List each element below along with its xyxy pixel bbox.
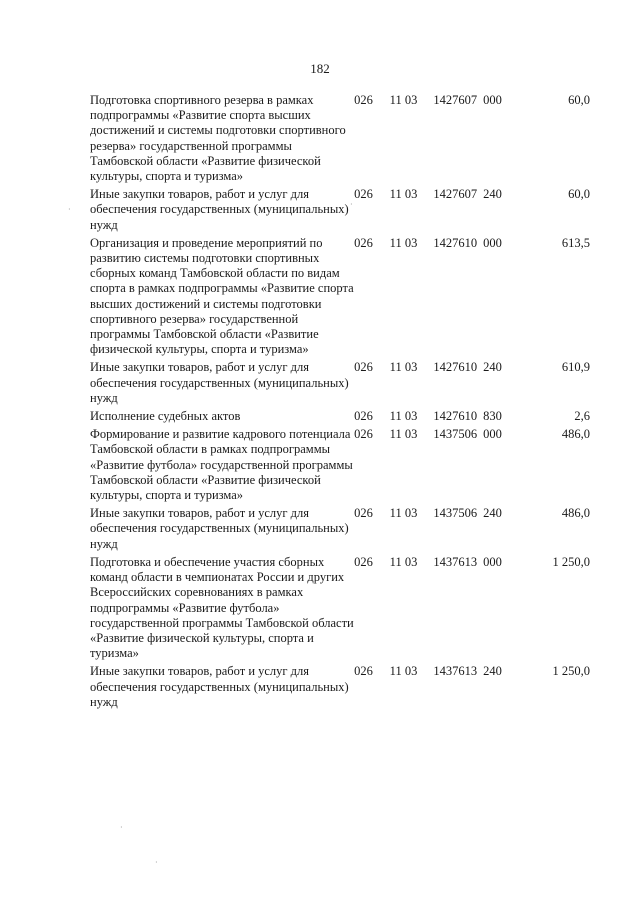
row-name: Иные закупки товаров, работ и услуг для обеспечения государственных (муниципальных) нужд	[90, 506, 349, 551]
row-target-code: 1427607	[433, 187, 478, 202]
row-name: Иные закупки товаров, работ и услуг для обеспечения государственных (муниципальных) нужд	[90, 664, 349, 709]
row-expense-type: 240	[483, 187, 502, 202]
row-grbs-code: 026	[354, 506, 373, 521]
scan-speck: ·	[68, 205, 71, 214]
table-row	[90, 360, 590, 409]
row-name: Иные закупки товаров, работ и услуг для обеспечения государственных (муниципальных) нужд	[90, 187, 349, 232]
row-target-code: 1427610	[433, 360, 478, 375]
row-name: Иные закупки товаров, работ и услуг для обеспечения государственных (муниципальных) нужд	[90, 360, 349, 405]
row-section-code: 11 03	[389, 187, 418, 202]
row-target-code: 1437613	[433, 664, 478, 679]
row-sum: 613,5	[561, 235, 590, 250]
row-sum: 486,0	[561, 427, 590, 442]
table-row	[90, 187, 590, 236]
budget-table	[90, 93, 590, 713]
row-target-code: 1437506	[433, 506, 478, 521]
row-sum: 1 250,0	[552, 554, 590, 569]
table-row	[90, 664, 590, 713]
page-number: 182	[310, 61, 330, 76]
row-sum: 60,0	[568, 187, 590, 202]
row-name: Исполнение судебных актов	[90, 409, 241, 424]
row-section-code: 11 03	[389, 235, 418, 250]
scan-speck: ·	[350, 200, 353, 209]
row-grbs-code: 026	[354, 187, 373, 202]
row-target-code: 1437506	[433, 427, 478, 442]
table-row	[90, 555, 590, 664]
row-grbs-code: 026	[354, 235, 373, 250]
row-sum: 610,9	[561, 360, 590, 375]
row-target-code: 1427610	[433, 409, 478, 424]
row-target-code: 1427610	[433, 235, 478, 250]
row-sum: 1 250,0	[552, 664, 590, 679]
row-section-code: 11 03	[389, 664, 418, 679]
row-name: Подготовка и обеспечение участия сборных команд области в чемпионатах России и других Всероссийских соревнованиях в рамках подпрограммы «Развитие футбола» государственной программы Тамбовской области «Развитие физической культуры, спорта и туризма»	[90, 554, 354, 661]
row-section-code: 11 03	[389, 554, 418, 569]
table-row	[90, 427, 590, 506]
row-section-code: 11 03	[389, 360, 418, 375]
row-sum: 60,0	[568, 93, 590, 107]
table-row	[90, 93, 590, 187]
row-expense-type: 830	[483, 409, 502, 424]
row-grbs-code: 026	[354, 427, 373, 442]
row-name: Организация и проведение мероприятий по развитию системы подготовки спортивных сборных команд Тамбовской области по видам спорта в рамках подпрограммы «Развитие спорта высших достижений и системы подготовки спортивного резерва» государственной программы Тамбовской области «Развитие физической культуры, спорта и туризма»	[90, 235, 354, 357]
row-target-code: 1427607	[433, 93, 478, 107]
row-grbs-code: 026	[354, 360, 373, 375]
row-expense-type: 000	[483, 93, 502, 107]
row-section-code: 11 03	[389, 93, 418, 107]
row-grbs-code: 026	[354, 93, 373, 107]
table-row	[90, 236, 590, 361]
row-name: Формирование и развитие кадрового потенциала Тамбовской области в рамках подпрограммы «Развитие футбола» государственной программы Тамбовской области «Развитие физической культуры, спорта и туризма»	[90, 427, 353, 503]
row-grbs-code: 026	[354, 664, 373, 679]
row-section-code: 11 03	[389, 427, 418, 442]
row-grbs-code: 026	[354, 409, 373, 424]
row-section-code: 11 03	[389, 506, 418, 521]
row-sum: 2,6	[574, 409, 590, 424]
row-sum: 486,0	[561, 506, 590, 521]
scan-speck: ·	[155, 858, 158, 867]
row-expense-type: 000	[483, 427, 502, 442]
row-expense-type: 240	[483, 506, 502, 521]
row-expense-type: 240	[483, 664, 502, 679]
table-row	[90, 409, 590, 427]
row-target-code: 1437613	[433, 554, 478, 569]
row-expense-type: 000	[483, 235, 502, 250]
row-expense-type: 000	[483, 554, 502, 569]
row-name: Подготовка спортивного резерва в рамках подпрограммы «Развитие спорта высших достижений и системы подготовки спортивного резерва» государственной программы Тамбовской области «Развитие физической культуры, спорта и туризма»	[90, 93, 346, 184]
row-expense-type: 240	[483, 360, 502, 375]
row-section-code: 11 03	[389, 409, 418, 424]
row-grbs-code: 026	[354, 554, 373, 569]
table-row	[90, 506, 590, 555]
scan-speck: ·	[120, 823, 123, 832]
